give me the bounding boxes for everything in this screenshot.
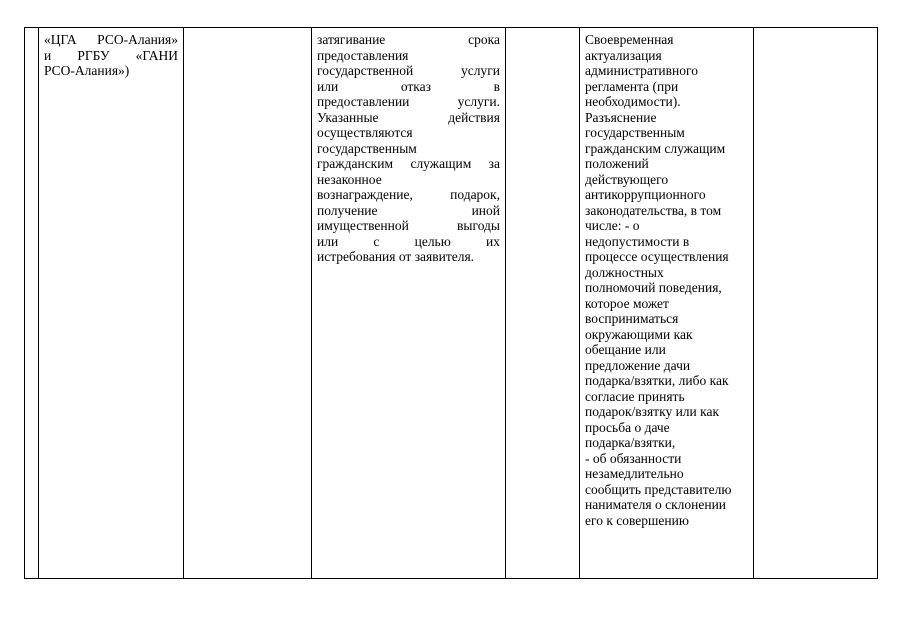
cell-text-line: окружающими как	[585, 326, 693, 342]
cell-text-line: процессе осуществления	[585, 249, 729, 264]
cell-text-line: государственным	[585, 125, 685, 140]
cell-text-line: предоставлении услуги.	[317, 94, 500, 109]
cell-text-line: числе: - о	[585, 218, 640, 233]
cell-text-line: регламента (при	[585, 78, 679, 94]
cell-text-line: полномочий поведения,	[585, 280, 722, 295]
table-row	[25, 28, 878, 579]
cell-number	[25, 28, 39, 579]
cell-text-line: или отказ в	[317, 78, 500, 94]
cell-text-line: недопустимости в	[585, 233, 690, 249]
cell-text-line: актуализация	[585, 47, 662, 63]
document-table	[24, 27, 878, 579]
cell-text-line: просьба о даче	[585, 419, 670, 435]
cell-text-line: обещание или	[585, 342, 666, 357]
cell-risk-description	[312, 28, 506, 579]
cell-text-line: предложение дачи	[585, 357, 691, 373]
cell-empty-5	[506, 28, 580, 579]
cell-text-line: сообщить представителю	[585, 481, 732, 497]
cell-text-line: государственной услуги	[317, 63, 500, 78]
cell-text-line: незаконное	[317, 171, 382, 187]
cell-text-line: затягивание срока	[317, 32, 500, 47]
cell-text-line: нанимателя о склонении	[585, 497, 727, 512]
cell-text-line: вознаграждение, подарок,	[317, 187, 500, 202]
cell-text-line: получение иной	[317, 202, 500, 218]
cell-text-line: законодательства, в том	[585, 202, 722, 218]
cell-text-line: положений	[585, 156, 649, 171]
cell-text-line: согласие принять	[585, 388, 685, 404]
cell-text-line: необходимости).	[585, 94, 681, 109]
cell-text-line: «ЦГА РСО-Алания»	[44, 32, 178, 47]
cell-text-line: - об обязанности	[585, 450, 682, 466]
cell-text-line: подарка/взятки, либо как	[585, 373, 729, 388]
cell-text-line: административного	[585, 63, 698, 78]
cell-text-line: и РГБУ «ГАНИ	[44, 47, 178, 63]
cell-text-line: антикоррупционного	[585, 187, 706, 202]
cell-empty-7	[754, 28, 878, 579]
cell-text-line: должностных	[585, 264, 664, 280]
cell-text-line: государственным	[317, 140, 417, 156]
cell-text-line: действующего	[585, 171, 669, 187]
cell-text-line: восприниматься	[585, 311, 679, 326]
cell-text-line: имущественной выгоды	[317, 218, 500, 233]
cell-text-line: осуществляются	[317, 125, 413, 140]
cell-text-line: подарок/взятку или как	[585, 404, 720, 419]
cell-measures	[580, 28, 754, 579]
cell-text-line: истребования от заявителя.	[317, 249, 475, 264]
cell-empty-3	[184, 28, 312, 579]
cell-text-line: подарка/взятки,	[585, 435, 676, 450]
cell-text-line: или с целью их	[317, 233, 500, 249]
cell-text-line: Разъяснение	[585, 109, 657, 125]
cell-text-line: предоставления	[317, 47, 409, 63]
cell-text-line: Своевременная	[585, 32, 674, 47]
cell-text-line: гражданским служащим	[585, 140, 726, 156]
cell-text-line: РСО-Алания»)	[44, 63, 130, 78]
cell-text-line: незамедлительно	[585, 466, 684, 481]
cell-text-line: гражданским служащим за	[317, 156, 500, 171]
cell-responsible	[39, 28, 184, 579]
cell-text-line: Указанные действия	[317, 109, 500, 125]
cell-text-line: его к совершению	[585, 512, 689, 528]
cell-text-line: которое может	[585, 295, 669, 311]
